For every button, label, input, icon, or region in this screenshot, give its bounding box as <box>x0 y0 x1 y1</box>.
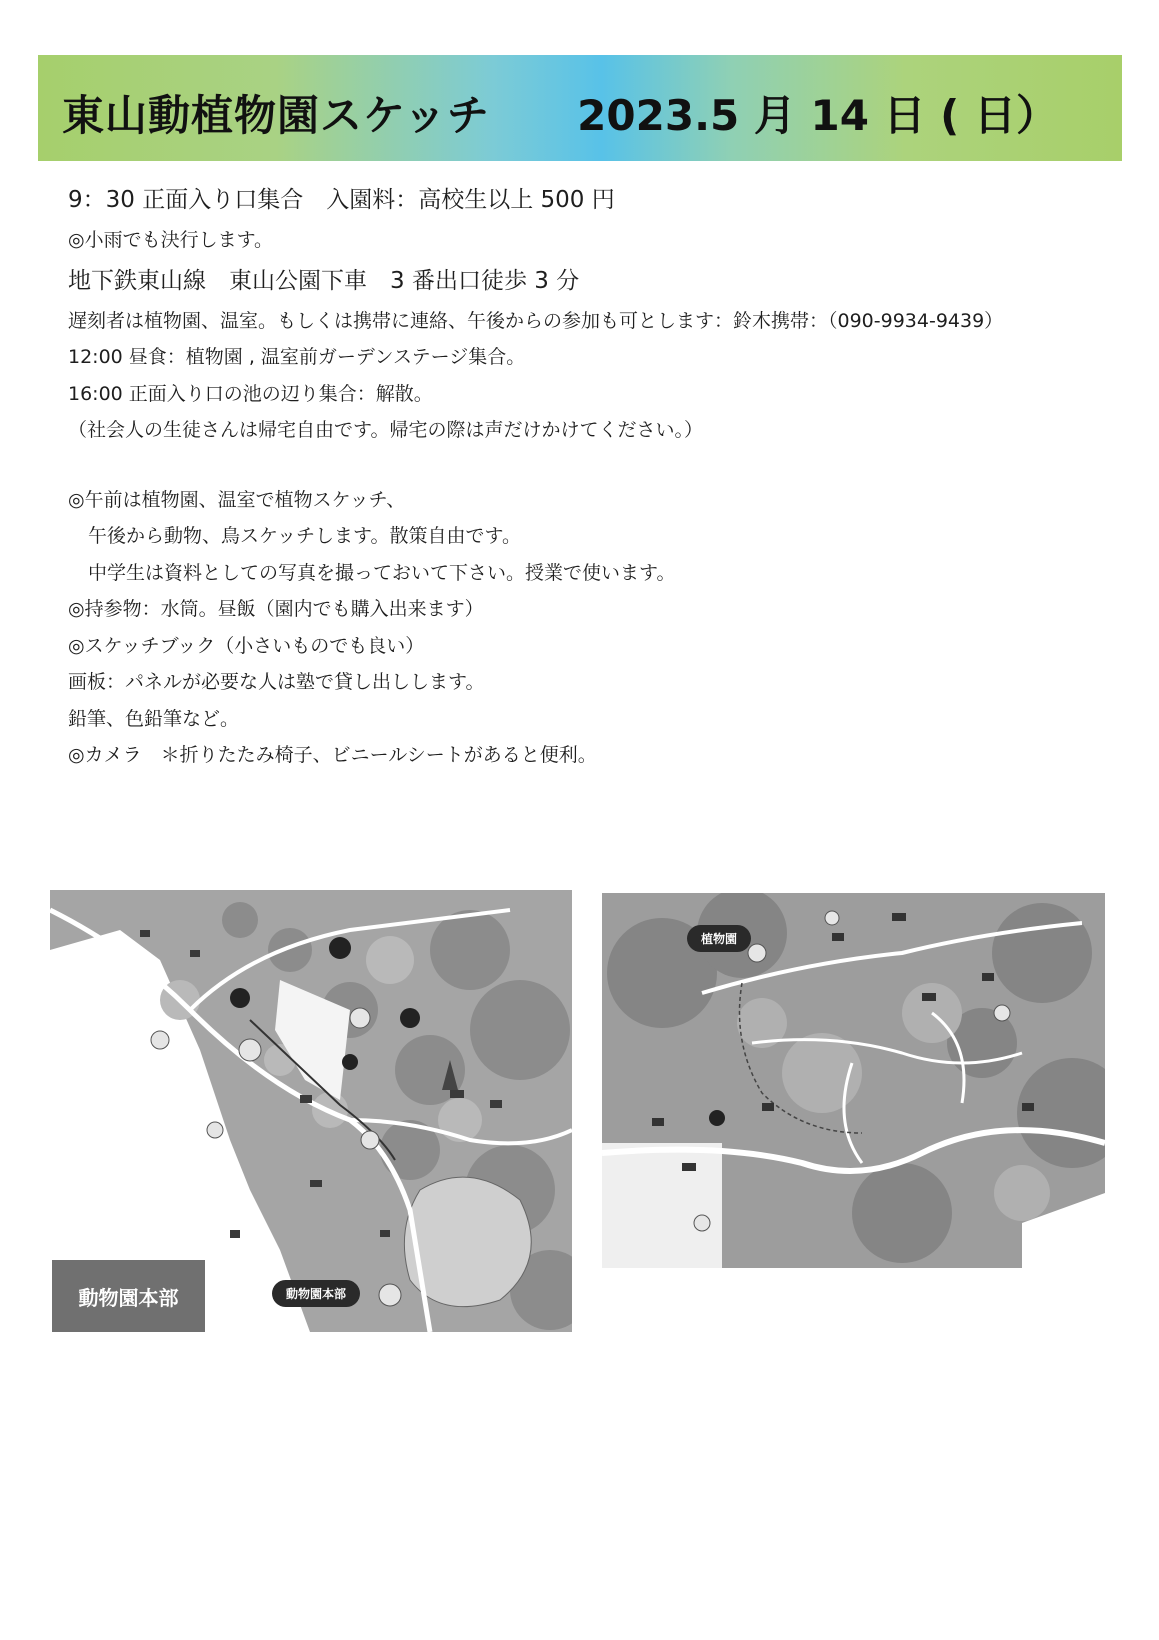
late-note: 遅刻者は植物園、温室。もしくは携帯に連絡、午後からの参加も可とします：鈴木携帯：（090-9934-9439） <box>68 309 1004 332</box>
zoo-map-label: 動物園本部 <box>52 1260 205 1332</box>
photo-note: 中学生は資料としての写真を撮っておいて下さい。授業で使います。 <box>88 561 676 584</box>
items-camera: ◎カメラ ＊折りたたみ椅子、ビニールシートがあると便利。 <box>68 744 597 766</box>
items-pencils: 鉛筆、色鉛筆など。 <box>68 707 240 730</box>
page-title: 東山動植物園スケッチ <box>62 91 490 140</box>
event-date: 2023.5 月 14 日 ( 日） <box>577 91 1058 140</box>
botanical-map <box>602 893 1105 1268</box>
header-banner <box>38 55 1122 161</box>
items-board: 画板：パネルが必要な人は塾で貸し出しします。 <box>68 671 485 693</box>
zoo-map-bottom-label: 動物園本部 <box>272 1280 360 1307</box>
meeting-info: 9：30 正面入り口集合 入園料：高校生以上 500 円 <box>68 187 615 213</box>
morning-plan: ◎午前は植物園、温室で植物スケッチ、 <box>68 488 406 511</box>
botanical-map-illustration <box>602 893 1105 1268</box>
rain-note: ◎小雨でも決行します。 <box>68 229 274 251</box>
botanical-map-label: 植物園 <box>687 925 751 952</box>
lunch-info: 12:00 昼食：植物園 , 温室前ガーデンステージ集合。 <box>68 346 526 368</box>
items-water: ◎持参物：水筒。昼飯（園内でも購入出来ます） <box>68 598 484 620</box>
info-text <box>68 178 1128 774</box>
afternoon-plan: 午後から動物、鳥スケッチします。散策自由です。 <box>88 525 522 547</box>
items-sketchbook: ◎スケッチブック（小さいものでも良い） <box>68 634 425 657</box>
adult-note: （社会人の生徒さんは帰宅自由です。帰宅の際は声だけかけてください。） <box>68 419 703 441</box>
access-info: 地下鉄東山線 東山公園下車 3 番出口徒歩 3 分 <box>68 267 580 294</box>
dismiss-info: 16:00 正面入り口の池の辺り集合：解散。 <box>68 382 433 405</box>
